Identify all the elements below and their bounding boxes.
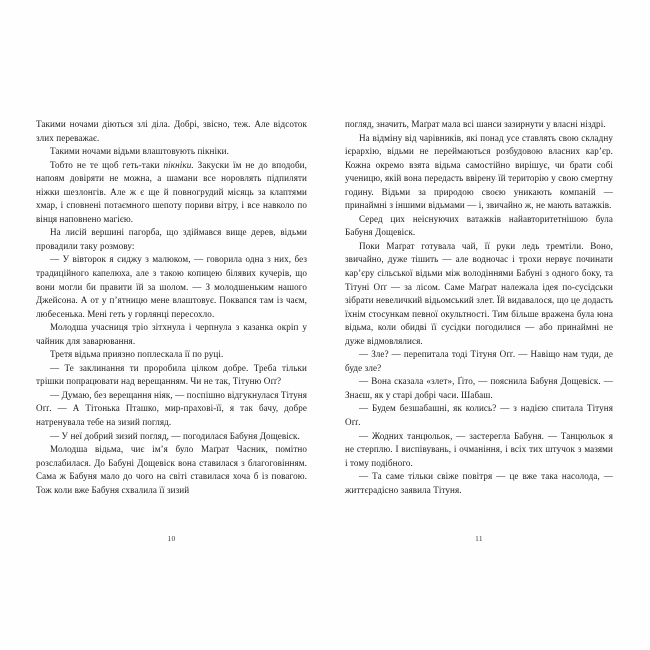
paragraph: — Зле? — перепитала тоді Тітуня Оґґ. — Навіщо нам туди, де буде зле? — [345, 349, 613, 373]
paragraph: — Те заклинання ти проробила цілком добре. Треба тільки трішки попрацювати над верещанням. Чи не так, Тітуню Оґґ? — [36, 362, 307, 387]
paragraph: На відміну від чарівників, які понад усе ставлять свою складну ієрархію, відьми не переймаються розбудовою власних кар’єр. Кожна окремо взята відьма самостійно вирішує, чи брати собі ученицю, якій вона передасть ввірену їй територію у свою смертну годину. Відьми за природою своєю уникають компаній — принаймні з іншими відьмами — і, звичайно ж, не мають ватажків. — [345, 132, 613, 211]
paragraph: На лисій вершині пагорба, що здіймався вище дерев, відьми провадили таку розмову: — [36, 227, 307, 251]
paragraph: погляд, значить, Маґрат мала всі шанси зазирнути у власні ніздрі. — [345, 119, 606, 129]
paragraph: — Та саме тільки свіже повітря — це вже така насолода, — життєрадісно заявила Тітуня. — [345, 471, 613, 495]
paragraph: Третя відьма приязно поплескала її по руці. — [50, 349, 224, 360]
paragraph: Серед цих неіснуючих ватажків найавторитетнішою була Бабуня Дощевіск. — [345, 213, 613, 238]
page-number-right: 11 — [475, 534, 483, 543]
paragraph: Такими ночами відьми влаштовують пікніки. — [50, 146, 229, 157]
paragraph: Молодша відьма, чиє ім’я було Маґрат Часник, помітно розслабилася. До Бабуні Дощевіск вона ставилася з благоговінням. Сама ж Бабуня мало до чого на світі ставилася хоча б із повагою. Тож коли вже Бабуня схвалила її зизий — [36, 444, 307, 495]
paragraph: — У вівторок я сиджу з малюком, — говорила одна з них, без традиційного капелюха, але з такою копицею білявих кучерів, що вони могли би правити їй за шолом. — З молодшеньким нашого Джейсона. А от у п’ятницю мене влаштовує. Поквапся там із чаєм, любесенька. Мені геть у горлянці пересохло. — [36, 254, 307, 319]
paragraph-text-after-italic: Закуски їм не до вподоби, напоям довіряти не можна, а шамани все норовлять підпиляти ніжки шезлонгів. Але ж є ще й повногрудий місяць за клаптями хмар, і сповнені потаємного шепоту пориви вітру, і все навколо по вінця наповнено магією. — [36, 159, 307, 224]
paragraph: — Жодних танцюльок, — застерегла Бабуня. — Танцюльок я не стерплю. І виспівувань, і очманіння, і всіх тих штучок з мазями і тому подібного. — [345, 430, 613, 468]
paragraph: — Думаю, без верещання ніяк, — поспішно відгукнулася Тітуня Оґґ. — А Тітонька Пташко, мир-прахові-її, я так бачу, добре натренувала тебе на зизий погляд. — [36, 389, 307, 428]
right-page — [325, 0, 650, 650]
paragraph: Молодша учасниця тріо зітхнула і черпнула з казанка окріп у чайник для заварювання. — [36, 322, 307, 346]
paragraph-with-italic — [36, 159, 307, 227]
paragraph: — Будем безшабашні, як колись? — з надією спитала Тітуня Оґґ. — [345, 403, 613, 428]
paragraph: — У неї добрий зизий погляд, — погодилася Бабуня Дощевіск. — [50, 430, 300, 441]
italic-emphasis: пікніки. — [163, 159, 194, 170]
paragraph-text-before-italic: Тобто не те щоб геть-таки — [50, 159, 164, 170]
page-number-left: 10 — [167, 534, 176, 543]
paragraph: Такими ночами діються злі діла. Добрі, звісно, теж. Але відсоток злих переважає. — [36, 119, 307, 143]
paragraph: — Вона сказала «злет», Ґіто, — пояснила Бабуня Дощевіск. — Знаєш, як у старі добрі часи. Шабаш. — [345, 376, 613, 400]
right-page-text-block — [345, 118, 613, 497]
paragraph: Поки Маґрат готувала чай, її руки ледь тремтіли. Воно, звичайно, дуже тішить — але водночас і трохи нервує починати кар’єру сільської відьми між володіннями Бабуні з одного боку, та Тітуні Оґґ — за лісом. Саме Маґрат належала ідея по-сусідськи зібрати невеличкий відьомський злет. Їй видавалося, що це додасть їхнім стосункам певної окультності. Тим більше вражена була юна відьма, коли обидві її сусідки погодилися — або принаймні не дуже відмовлялися. — [345, 240, 613, 346]
left-page-text-block — [36, 118, 307, 497]
